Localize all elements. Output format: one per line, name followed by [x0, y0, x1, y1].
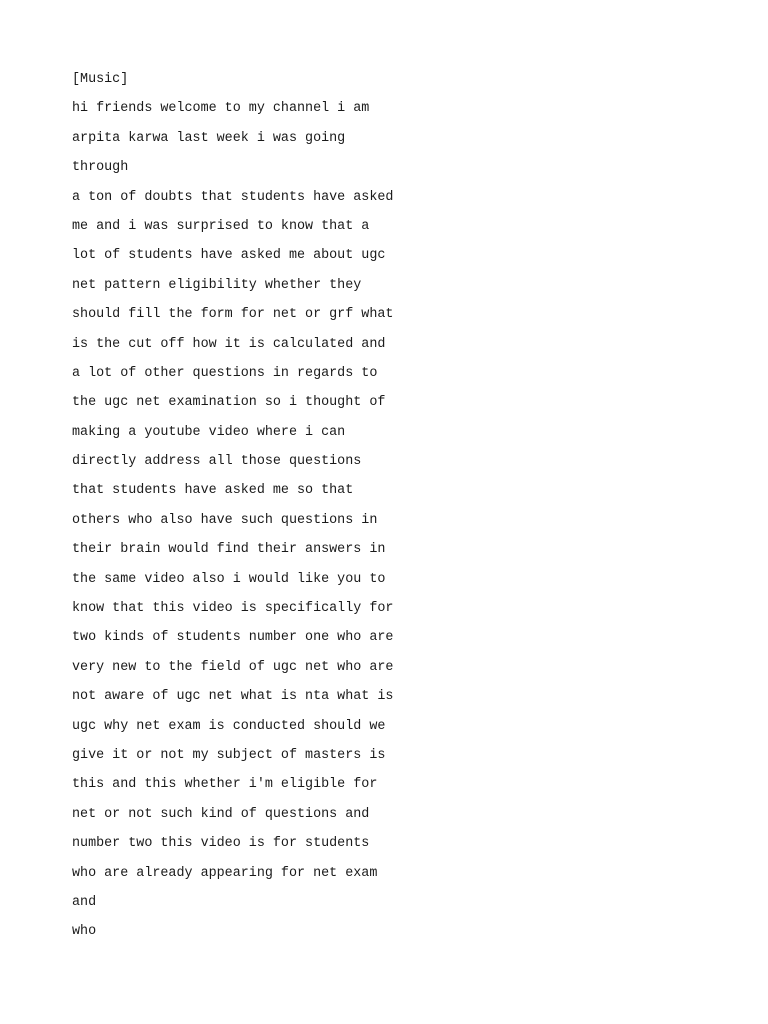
transcript-line: number two this video is for students: [72, 836, 370, 852]
transcript-line: their brain would find their answers in: [72, 542, 386, 558]
transcript-line: the ugc net examination so i thought of: [72, 395, 386, 411]
transcript-line: know that this video is specifically for: [72, 601, 394, 617]
transcript-line: through: [72, 160, 129, 176]
transcript-line: who are already appearing for net exam: [72, 865, 378, 881]
transcript-line: not aware of ugc net what is nta what is: [72, 689, 394, 705]
transcript-line: me and i was surprised to know that a: [72, 218, 370, 234]
transcript-line: give it or not my subject of masters is: [72, 747, 386, 763]
transcript-text: [72, 71, 393, 953]
transcript-line: lot of students have asked me about ugc: [72, 248, 386, 264]
transcript-line: net or not such kind of questions and: [72, 806, 370, 822]
transcript-line: two kinds of students number one who are: [72, 630, 394, 646]
transcript-line: making a youtube video where i can: [72, 424, 346, 440]
transcript-line: arpita karwa last week i was going: [72, 130, 346, 146]
transcript-line: the same video also i would like you to: [72, 571, 386, 587]
transcript-line: hi friends welcome to my channel i am: [72, 101, 370, 117]
transcript-line: net pattern eligibility whether they: [72, 277, 362, 293]
transcript-line: a lot of other questions in regards to: [72, 365, 378, 381]
transcript-line: [Music]: [72, 72, 129, 87]
transcript-line: that students have asked me so that: [72, 483, 354, 499]
transcript-line: and: [72, 894, 97, 910]
transcript-line: is the cut off how it is calculated and: [72, 336, 386, 352]
transcript-line: this and this whether i'm eligible for: [72, 777, 378, 793]
transcript-line: ugc why net exam is conducted should we: [72, 718, 386, 734]
transcript-line: who: [72, 924, 97, 940]
transcript-line: very new to the field of ugc net who are: [72, 659, 394, 675]
transcript-line: a ton of doubts that students have asked: [72, 189, 394, 205]
transcript-line: others who also have such questions in: [72, 512, 378, 528]
transcript-line: should fill the form for net or grf what: [72, 307, 394, 323]
transcript-line: directly address all those questions: [72, 454, 362, 470]
